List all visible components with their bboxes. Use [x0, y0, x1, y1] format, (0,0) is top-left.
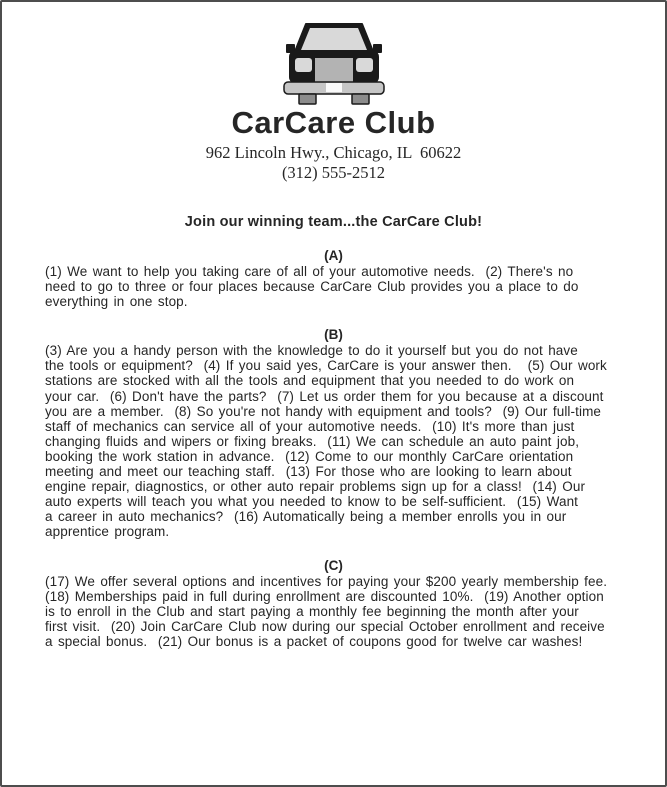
paragraph-line: changing fluids and wipers or fixing breaks. (11) We can schedule an auto paint job,: [45, 433, 580, 449]
paragraph-line: the tools or equipment? (4) If you said yes, CarCare is your answer then. (5) Our work: [45, 358, 607, 374]
paragraph-line: need to go to three or four places because CarCare Club provides you a place to do: [45, 279, 579, 295]
paragraph-line: apprentice program.: [45, 524, 170, 540]
paragraph-line: first visit. (20) Join CarCare Club now during our special October enrollment and receive: [45, 618, 605, 634]
paragraph-line: everything in one stop.: [45, 294, 188, 310]
phone-number: (312) 555-2512: [281, 163, 386, 182]
paragraph-line: (1) We want to help you taking care of all of your automotive needs. (2) There's no: [45, 264, 574, 279]
paragraph-line: a career in auto mechanics? (16) Automatically being a member enrolls you in our: [45, 509, 567, 525]
section-label: (B): [324, 327, 343, 343]
paragraph-line: stations are stocked with all the tools and equipment that you needed to do work on: [45, 373, 575, 389]
paragraph-line: (17) We offer several options and incentives for paying your $200 yearly membership fee.: [45, 573, 608, 589]
paragraph-line: is to enroll in the Club and start paying a monthly fee beginning the month after your: [45, 603, 579, 619]
section-paragraph: [45, 343, 631, 539]
brand-name: CarCare Club: [231, 105, 436, 140]
paragraph-line: your car. (6) Don't have the parts? (7) Let us order them for you because at a discount: [45, 388, 604, 404]
paragraph-line: meeting and meet our teaching staff. (13) For those who are looking to learn about: [45, 464, 572, 480]
paragraph-line: auto experts will teach you what you needed to know to be self-sufficient. (15) Want: [45, 494, 579, 510]
headline: Join our winning team...the CarCare Club!: [184, 214, 483, 230]
passage-section: [2, 248, 665, 309]
paragraph-line: (3) Are you a handy person with the knowledge to do it yourself but you do not have: [45, 343, 578, 359]
logo-block: [2, 2, 665, 183]
paragraph-line: engine repair, diagnostics, or other auto repair problems sign up for a class! (14) Our: [45, 479, 586, 495]
address-line: 962 Lincoln Hwy., Chicago, IL 60622: [205, 143, 462, 162]
section-paragraph: [45, 574, 631, 649]
paragraph-line: (18) Memberships paid in full during enrollment are discounted 10%. (19) Another option: [45, 588, 604, 604]
paragraph-line: staff of mechanics can service all of your automotive needs. (10) It's more than just: [45, 418, 575, 434]
section-label: (C): [324, 557, 343, 573]
car-front-icon: [282, 23, 386, 105]
passage-section: [2, 558, 665, 649]
paragraph-line: a special bonus. (21) Our bonus is a packet of coupons good for twelve car washes!: [45, 633, 583, 649]
paragraph-line: booking the work station in advance. (12) Come to our monthly CarCare orientation: [45, 448, 574, 464]
sections: [2, 248, 665, 649]
section-label: (A): [324, 248, 343, 263]
paragraph-line: you are a member. (8) So you're not handy with equipment and tools? (9) Our full-time: [45, 403, 602, 419]
passage-section: [2, 327, 665, 539]
section-paragraph: [45, 264, 631, 309]
